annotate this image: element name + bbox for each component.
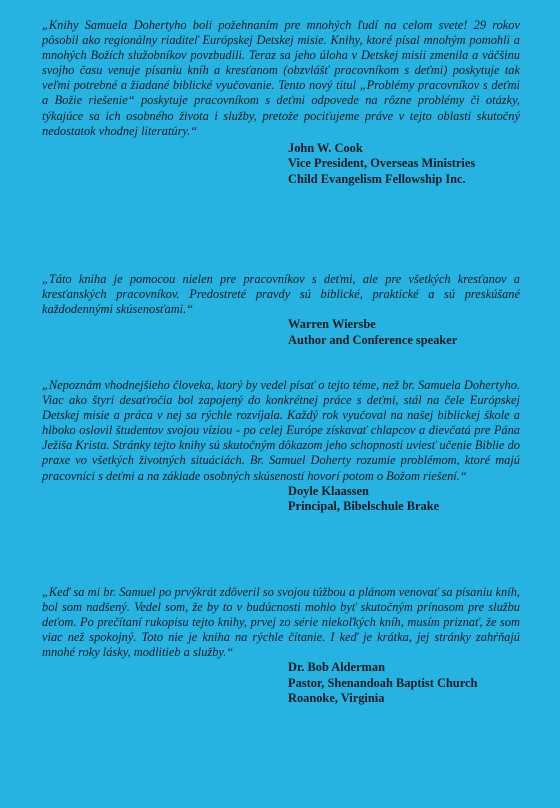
testimonial-author: Dr. Bob Alderman bbox=[288, 660, 385, 675]
testimonial-role: Pastor, Shenandoah Baptist Church bbox=[288, 675, 478, 690]
testimonial-author: Doyle Klaassen bbox=[288, 483, 369, 498]
testimonial-1 bbox=[42, 18, 520, 187]
testimonial-quote: „Táto kniha je pomocou nielen pre pracovníkov s deťmi, ale pre všetkých kresťanov a kresťanských pracovníkov. Predostreté pravdy sú biblické, praktické a sú preskúšané každodennými skúsenosťami.“ bbox=[42, 272, 520, 317]
testimonial-quote: „Keď sa mi br. Samuel po prvýkrát zdôveril so svojou túžbou a plánom venovať sa písaniu kníh, bol som nadšený. Vedel som, že by to v budúcnosti mohlo byť skutočným prínosom pre službu deťom. Po prečítaní rukopisu tejto knihy, prvej zo série niekoľkých kníh, musím priznať, že som viac než spokojný. Toto nie je kniha na rýchle čítanie. I keď je krátka, jej stránky zahŕňajú mnohé roky lásky, modlitieb a služby.“ bbox=[42, 585, 520, 660]
testimonial-organization: Child Evangelism Fellowship Inc. bbox=[288, 171, 466, 186]
testimonial-location: Roanoke, Virginia bbox=[288, 691, 385, 706]
testimonial-4 bbox=[42, 585, 520, 707]
testimonial-quote: „Nepoznám vhodnejšieho človeka, ktorý by vedel písať o tejto téme, než br. Samuela Dohertyho. Viac ako štyri desaťročia bol zapojený do konkrétnej práce s deťmi, stál na čele Európskej Detskej misie a práca v nej sa rýchle rozvíjala. Každý rok vyučoval na našej biblickej škole a hlboko oslovil študentov svojou víziou - po celej Európe získavať chlapcov a dievčatá pre Pána Ježiša Krista. Stránky tejto knihy sú skutočným dôkazom jeho schopnosti uviesť učenie Biblie do praxe vo všetkých životných situáciách. Br. Samuel Doherty rozumie problémom, ktoré majú pracovníci s deťmi a na základe osobných skúseností hovorí potom o Božom riešení.“ bbox=[42, 378, 520, 483]
testimonial-role: Principal, Bibelschule Brake bbox=[288, 499, 440, 514]
testimonial-author: Warren Wiersbe bbox=[288, 317, 376, 332]
testimonial-author: John W. Cook bbox=[288, 140, 363, 155]
testimonial-2 bbox=[42, 272, 520, 348]
testimonial-role: Vice President, Overseas Ministries bbox=[288, 156, 476, 171]
testimonial-3 bbox=[42, 378, 520, 515]
testimonial-quote: „Knihy Samuela Dohertyho boli požehnaním pre mnohých ľudí na celom svete! 29 rokov pôsobil ako regionálny riaditeľ Európskej Detskej misie. Knihy, ktoré písal mnohým pomohli a mnohých Božích služobníkov povzbudili. Teraz sa jeho úloha v Detskej misii zmenila a väčšinu svojho času venuje písaniu kníh a kresťanom (obzvlášť pracovníkom s deťmi) poskytuje tak veľmi potrebné a žiadané biblické vyučovanie. Tento nový titul „Problémy pracovníkov s deťmi a Božie riešenie“ poskytuje pracovníkom s deťmi odpovede na rôzne problémy či otázky, týkajúce sa ich osobného života i služby, pretože pociťujeme práve v tejto oblasti skutočný nedostatok vhodnej literatúry.“ bbox=[42, 18, 520, 138]
testimonial-role: Author and Conference speaker bbox=[288, 332, 458, 347]
